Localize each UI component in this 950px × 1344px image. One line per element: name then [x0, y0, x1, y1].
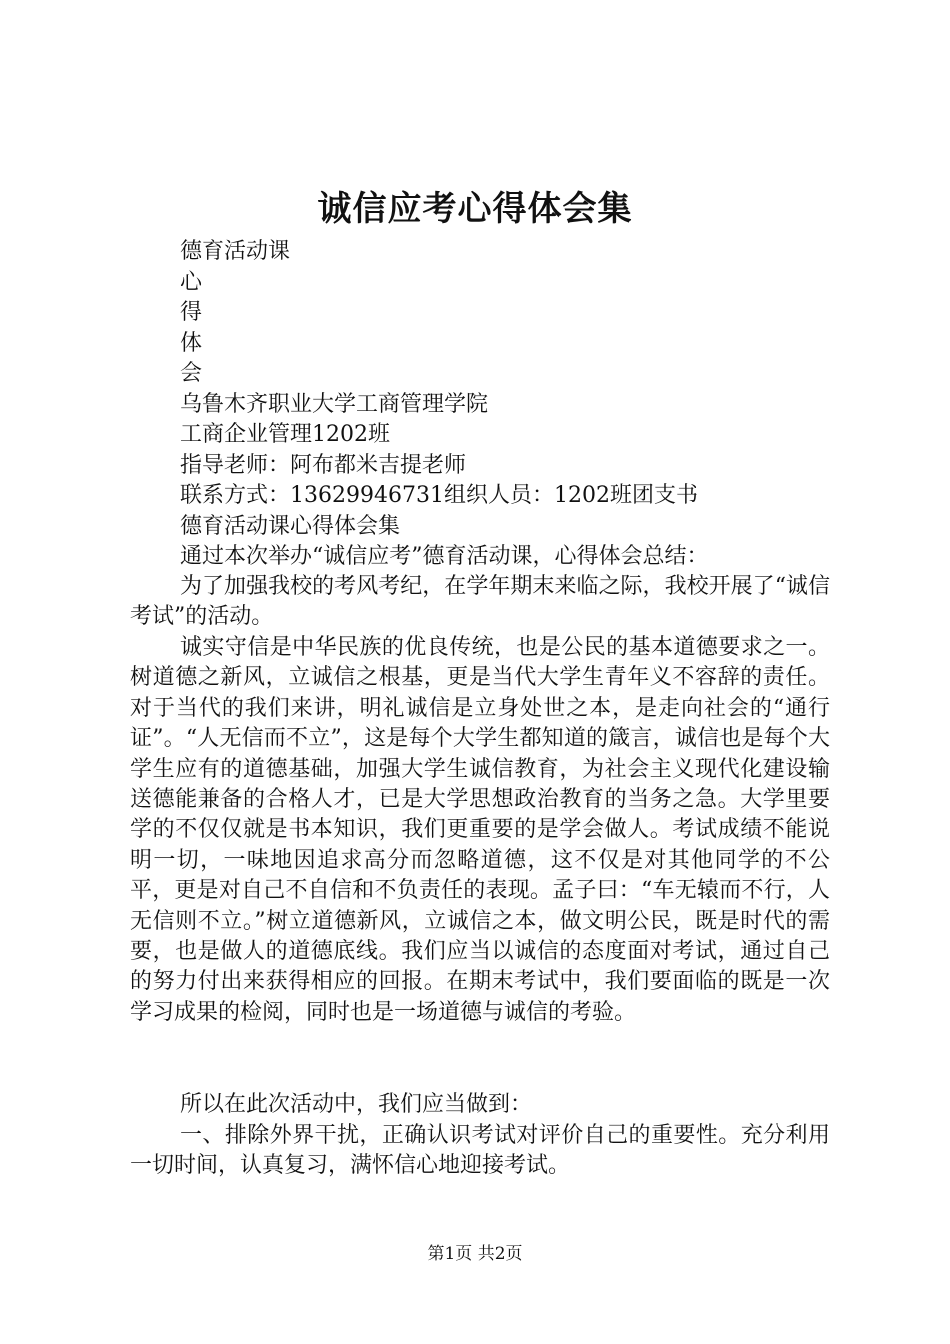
header-line-collection: 德育活动课心得体会集	[180, 514, 401, 539]
header-line-ti: 体	[180, 331, 203, 356]
paragraph-integrity: 诚实守信是中华民族的优良传统，也是公民的基本道德要求之一。树道德之新风，立诚信之根基，更是当代大学生青年义不容辞的责任。对于当代的我们来讲，明礼诚信是立身处世之本，是走向社会的“通行证”。“人无信而不立”，这是每个大学生都知道的箴言，诚信也是每个大学生应有的道德基础，加强大学生诚信教育，为社会主义现代化建设输送德能兼备的合格人才，已是大学思想政治教育的当务之急。大学里要学的不仅仅就是书本知识，我们更重要的是学会做人。考试成绩不能说明一切，一味地因追求高分而忽略道德，这不仅是对其他同学的不公平，更是对自己不自信和不负责任的表现。孟子曰：“车无辕而不行，人无信则不立。”树立道德新风，立诚信之本，做文明公民，既是时代的需要，也是做人的道德底线。我们应当以诚信的态度面对考试，通过自己的努力付出来获得相应的回报。在期末考试中，我们要面临的既是一次学习成果的检阅，同时也是一场道德与诚信的考验。	[130, 635, 830, 1025]
paragraph-point-one: 一、排除外界干扰，正确认识考试对评价自己的重要性。充分利用一切时间，认真复习，满怀信心地迎接考试。	[130, 1123, 830, 1179]
page-title: 诚信应考心得体会集	[317, 189, 633, 229]
header-line-class: 工商企业管理1202班	[180, 422, 390, 447]
header-line-summary-intro: 通过本次举办“诚信应考”德育活动课，心得体会总结：	[180, 544, 709, 569]
header-line-teacher: 指导老师：阿布都米吉提老师	[180, 453, 467, 478]
paragraph-so: 所以在此次活动中，我们应当做到：	[180, 1092, 533, 1117]
header-line-school: 乌鲁木齐职业大学工商管理学院	[180, 392, 489, 417]
header-line-de: 得	[180, 300, 203, 325]
header-line-contact: 联系方式：13629946731组织人员：1202班团支书	[180, 483, 698, 508]
header-line-course: 德育活动课	[180, 239, 291, 264]
header-line-hui: 会	[180, 361, 203, 386]
header-line-xin: 心	[180, 270, 203, 295]
paragraph-intro: 为了加强我校的考风考纪，在学年期末来临之际，我校开展了“诚信考试”的活动。	[130, 574, 830, 630]
page-footer: 第1页 共2页	[427, 1244, 523, 1264]
